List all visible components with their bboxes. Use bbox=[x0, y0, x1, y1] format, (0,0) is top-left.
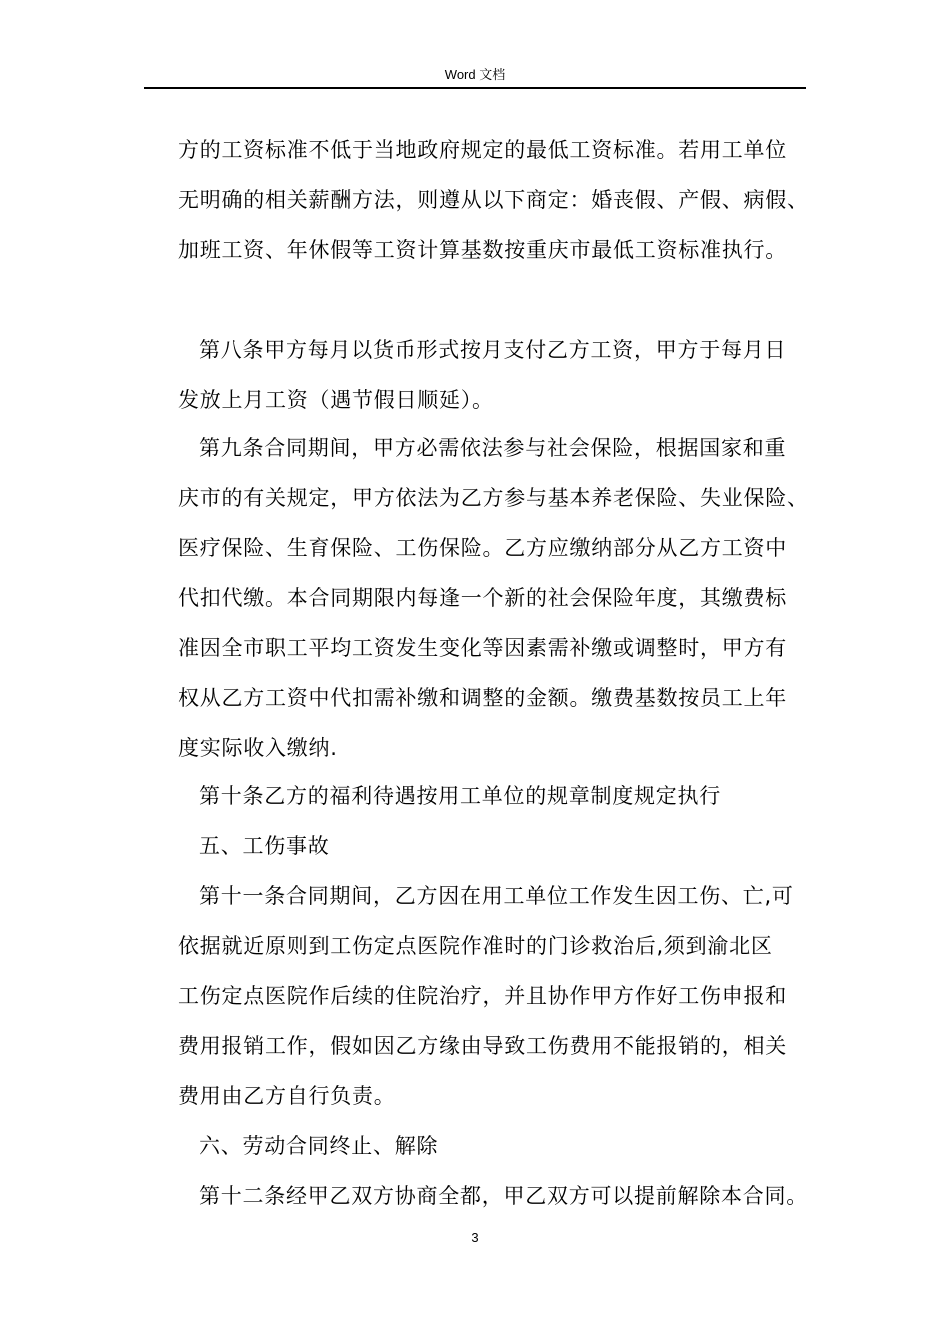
section-6-heading: 六、劳动合同终止、解除 bbox=[199, 1134, 439, 1158]
header-divider bbox=[144, 87, 806, 89]
text-line-1: 方的工资标准不低于当地政府规定的最低工资标准。若用工单位 bbox=[178, 138, 787, 162]
article-8-line-2: 发放上月工资（遇节假日顺延）。 bbox=[178, 388, 494, 412]
article-11-line-1: 第十一条合同期间，乙方因在用工单位工作发生因工伤、亡,可 bbox=[199, 884, 794, 908]
article-11-line-3: 工伤定点医院作后续的住院治疗，并且协作甲方作好工伤申报和 bbox=[178, 984, 787, 1008]
article-10-line: 第十条乙方的福利待遇按用工单位的规章制度规定执行 bbox=[199, 784, 721, 808]
section-5-heading: 五、工伤事故 bbox=[199, 834, 330, 858]
article-9-line-1: 第九条合同期间，甲方必需依法参与社会保险，根据国家和重 bbox=[199, 436, 787, 460]
page-header: Word 文档 bbox=[444, 67, 506, 82]
text-line-2: 无明确的相关薪酬方法，则遵从以下商定：婚丧假、产假、病假、 bbox=[178, 188, 809, 212]
article-8-line-1: 第八条甲方每月以货币形式按月支付乙方工资，甲方于每月日 bbox=[199, 338, 787, 362]
article-11-line-2: 依据就近原则到工伤定点医院作准时的门诊救治后,须到渝北区 bbox=[178, 934, 773, 958]
page-number: 3 bbox=[471, 1230, 479, 1245]
text-line-3: 加班工资、年休假等工资计算基数按重庆市最低工资标准执行。 bbox=[178, 238, 787, 262]
article-9-line-2: 庆市的有关规定，甲方依法为乙方参与基本养老保险、失业保险、 bbox=[178, 486, 809, 510]
article-9-line-4: 代扣代缴。本合同期限内每逢一个新的社会保险年度，其缴费标 bbox=[178, 586, 787, 610]
article-9-line-7: 度实际收入缴纳. bbox=[178, 736, 338, 760]
article-9-line-6: 权从乙方工资中代扣需补缴和调整的金额。缴费基数按员工上年 bbox=[178, 686, 787, 710]
article-11-line-4: 费用报销工作，假如因乙方缘由导致工伤费用不能报销的，相关 bbox=[178, 1034, 787, 1058]
article-9-line-3: 医疗保险、生育保险、工伤保险。乙方应缴纳部分从乙方工资中 bbox=[178, 536, 787, 560]
article-12-line: 第十二条经甲乙双方协商全都，甲乙双方可以提前解除本合同。 bbox=[199, 1184, 808, 1208]
article-9-line-5: 准因全市职工平均工资发生变化等因素需补缴或调整时，甲方有 bbox=[178, 636, 787, 660]
article-11-line-5: 费用由乙方自行负责。 bbox=[178, 1084, 396, 1108]
